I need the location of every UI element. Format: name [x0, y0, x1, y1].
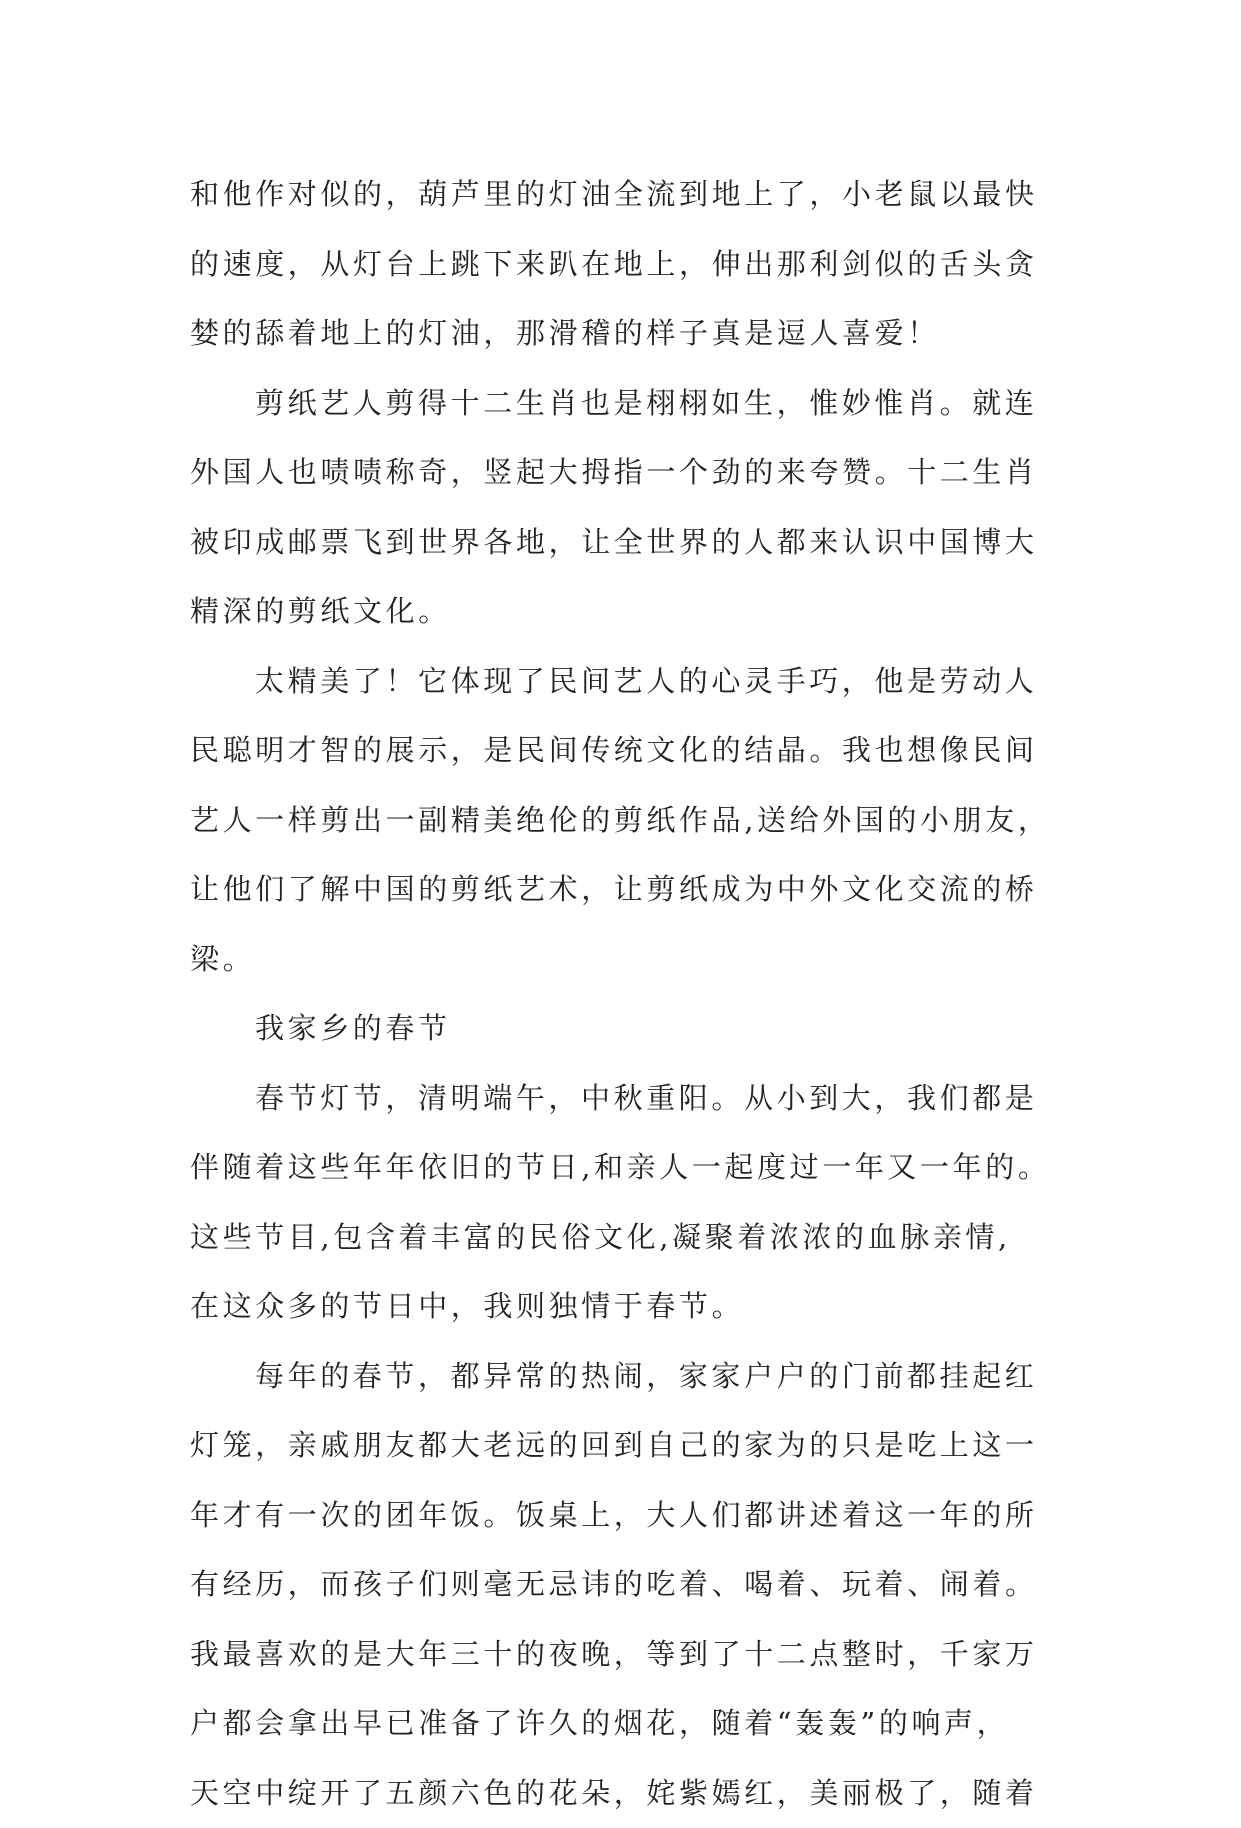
section-title: 我家乡的春节 — [190, 994, 1070, 1064]
text-line: 艺人一样剪出一副精美绝伦的剪纸作品,送给外国的小朋友， — [190, 786, 1070, 856]
document-body — [190, 160, 1070, 1828]
text-line: 的速度，从灯台上跳下来趴在地上，伸出那利剑似的舌头贪 — [190, 230, 1070, 300]
text-line: 让他们了解中国的剪纸艺术，让剪纸成为中外文化交流的桥 — [190, 855, 1070, 925]
text-line: 民聪明才智的展示，是民间传统文化的结晶。我也想像民间 — [190, 716, 1070, 786]
paragraph-start-line: 太精美了！它体现了民间艺人的心灵手巧，他是劳动人 — [190, 647, 1070, 717]
paragraph-start-line: 春节灯节，清明端午，中秋重阳。从小到大，我们都是 — [190, 1064, 1070, 1134]
text-line: 年才有一次的团年饭。饭桌上，大人们都讲述着这一年的所 — [190, 1481, 1070, 1551]
text-line: 梁。 — [190, 925, 1070, 995]
text-line: 户都会拿出早已准备了许久的烟花，随着“轰轰”的响声， — [190, 1689, 1070, 1759]
text-line: 伴随着这些年年依旧的节日,和亲人一起度过一年又一年的。 — [190, 1133, 1070, 1203]
text-line: 和他作对似的，葫芦里的灯油全流到地上了，小老鼠以最快 — [190, 160, 1070, 230]
text-line: 被印成邮票飞到世界各地，让全世界的人都来认识中国博大 — [190, 508, 1070, 578]
text-line: 外国人也啧啧称奇，竖起大拇指一个劲的来夸赞。十二生肖 — [190, 438, 1070, 508]
text-line: 天空中绽开了五颜六色的花朵，姹紫嫣红，美丽极了，随着 — [190, 1759, 1070, 1828]
text-line: 在这众多的节日中，我则独情于春节。 — [190, 1272, 1070, 1342]
paragraph-start-line: 每年的春节，都异常的热闹，家家户户的门前都挂起红 — [190, 1342, 1070, 1412]
paragraph-start-line: 剪纸艺人剪得十二生肖也是栩栩如生，惟妙惟肖。就连 — [190, 369, 1070, 439]
text-line: 我最喜欢的是大年三十的夜晚，等到了十二点整时，千家万 — [190, 1620, 1070, 1690]
text-line: 这些节目,包含着丰富的民俗文化,凝聚着浓浓的血脉亲情, — [190, 1203, 1070, 1273]
text-line: 有经历，而孩子们则毫无忌讳的吃着、喝着、玩着、闹着。 — [190, 1550, 1070, 1620]
text-line: 精深的剪纸文化。 — [190, 577, 1070, 647]
text-line: 婪的舔着地上的灯油，那滑稽的样子真是逗人喜爱！ — [190, 299, 1070, 369]
text-line: 灯笼，亲戚朋友都大老远的回到自己的家为的只是吃上这一 — [190, 1411, 1070, 1481]
